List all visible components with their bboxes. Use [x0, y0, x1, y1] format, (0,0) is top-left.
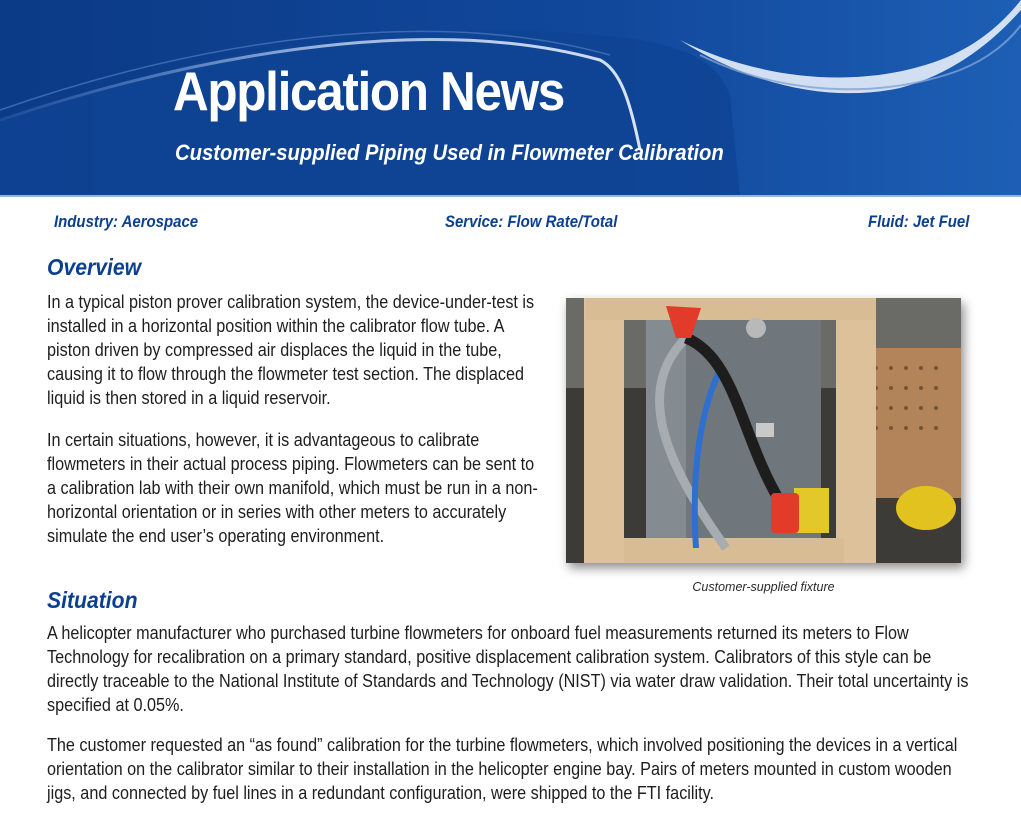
fluid-label: Fluid: Jet Fuel: [868, 212, 970, 231]
page-title: Application News: [173, 60, 564, 122]
overview-paragraph: [47, 290, 602, 410]
overview-paragraph-text: In a typical piston prover calibration system, the device-under-test is installed in a horizontal position within the calibrator flow tube. A piston driven by compressed air displaces the liquid in the tube, causing it to flow through the flowmeter test section. The displaced liquid is then stored in a liquid reservoir.: [47, 292, 535, 408]
photo-caption: Customer-supplied fixture: [692, 580, 835, 594]
overview-heading: Overview: [47, 254, 142, 280]
situation-heading: Situation: [47, 587, 138, 613]
fixture-photo: [566, 298, 961, 563]
fixture-photo-illustration: [566, 298, 961, 563]
banner-divider: [0, 195, 1021, 197]
service-label: Service: Flow Rate/Total: [445, 212, 618, 231]
situation-paragraph-text: A helicopter manufacturer who purchased turbine flowmeters for onboard fuel measurements returned its meters to Flow Technology for recalibration on a primary standard, positive displacement calibration system. Calibrators of this style can be directly traceable to the National Institute of Standards and Technology (NIST) via water draw validation. Their total uncertainty is specified at 0.05%.: [47, 623, 969, 715]
situation-paragraph: [47, 733, 1021, 805]
header-banner: [0, 0, 1021, 195]
industry-label: Industry: Aerospace: [54, 212, 199, 231]
overview-paragraph-text: In certain situations, however, it is advantageous to calibrate flowmeters in their actual process piping. Flowmeters can be sent to a calibration lab with their own manifold, which must be run in a non-horizontal orientation or in series with other meters to accurately simulate the end user’s operating environment.: [47, 430, 538, 546]
page-subtitle: Customer-supplied Piping Used in Flowmeter Calibration: [175, 140, 724, 165]
situation-paragraph: [47, 621, 1021, 717]
overview-paragraph: [47, 428, 602, 548]
situation-paragraph-text: The customer requested an “as found” calibration for the turbine flowmeters, which involved positioning the devices in a vertical orientation on the calibrator similar to their installation in the helicopter engine bay. Pairs of meters mounted in custom wooden jigs, and connected by fuel lines in a redundant configuration, were shipped to the FTI facility.: [47, 735, 958, 803]
